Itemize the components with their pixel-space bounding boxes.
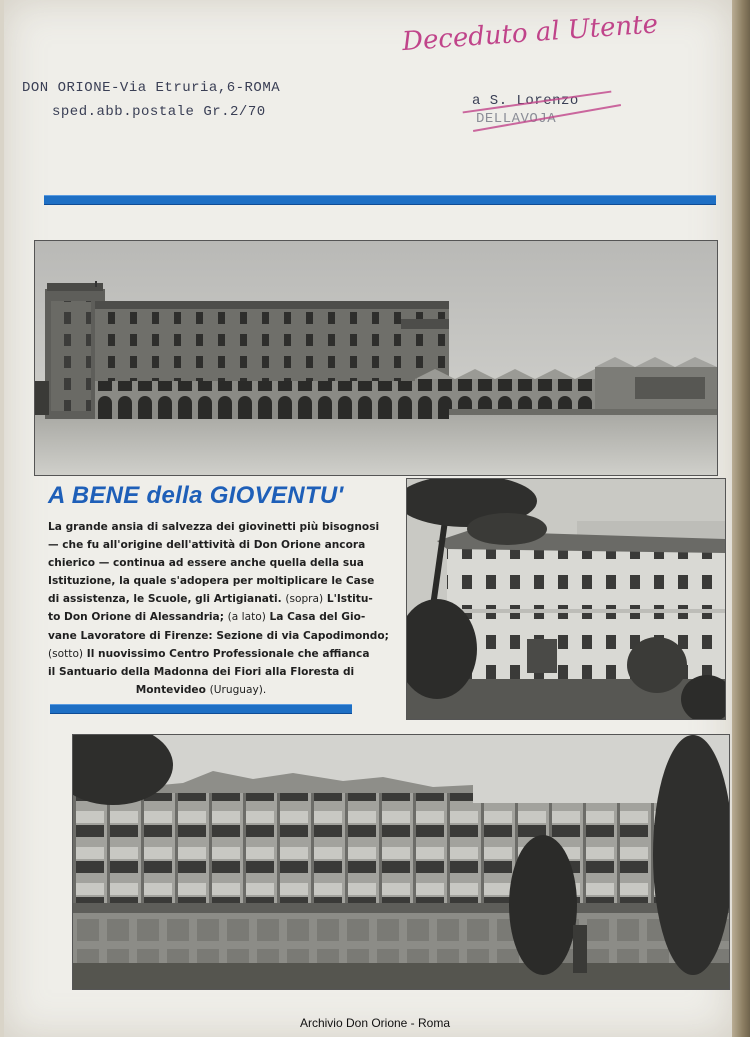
address-line-2: sped.abb.postale Gr.2/70 [52, 104, 266, 120]
body-line: to Don Orione di Alessandria; (a lato) La Casa del Gio- [48, 611, 366, 624]
body-line: il Santuario della Madonna dei Fiori alla Floresta di [48, 665, 355, 678]
body-line: (sotto) Il nuovissimo Centro Professionale che affianca [48, 647, 370, 660]
body-line: — che fu all'origine dell'attività di Don Orione ancora [48, 539, 366, 552]
middle-blue-rule [50, 704, 352, 714]
recipient-line-2: DELLAVOJA [476, 111, 557, 127]
body-line: di assistenza, le Scuole, gli Artigianati. (sopra) L'Istitu- [48, 593, 373, 606]
photo-istituto-alessandria [34, 240, 718, 476]
page-binding-edge [732, 0, 750, 1037]
archive-footer: Archivio Don Orione - Roma [299, 1016, 451, 1030]
photo-centro-professionale [72, 734, 730, 990]
article-body [48, 518, 389, 699]
handwritten-note [398, 4, 718, 52]
top-blue-rule [44, 195, 716, 205]
body-line: La grande ansia di salvezza dei giovinetti più bisognosi [48, 521, 380, 533]
address-line-1: DON ORIONE-Via Etruria,6-ROMA [22, 80, 281, 96]
handwritten-note-text: Deceduto al Utente [401, 9, 659, 52]
article-headline: A BENE della GIOVENTU' [48, 482, 344, 509]
body-line: chierico — continua ad essere anche quella della sua [48, 557, 364, 570]
recipient-line-1: a S. Lorenzo [472, 93, 579, 109]
body-line: Montevideo (Uruguay). [135, 683, 267, 696]
body-line: Istituzione, la quale s'adopera per moltiplicare le Case [48, 575, 375, 588]
recipient-stamp [462, 93, 632, 133]
photo-casa-giovane-lavoratore [406, 478, 726, 720]
body-line: vane Lavoratore di Firenze: Sezione di via Capodimondo; [48, 629, 389, 642]
